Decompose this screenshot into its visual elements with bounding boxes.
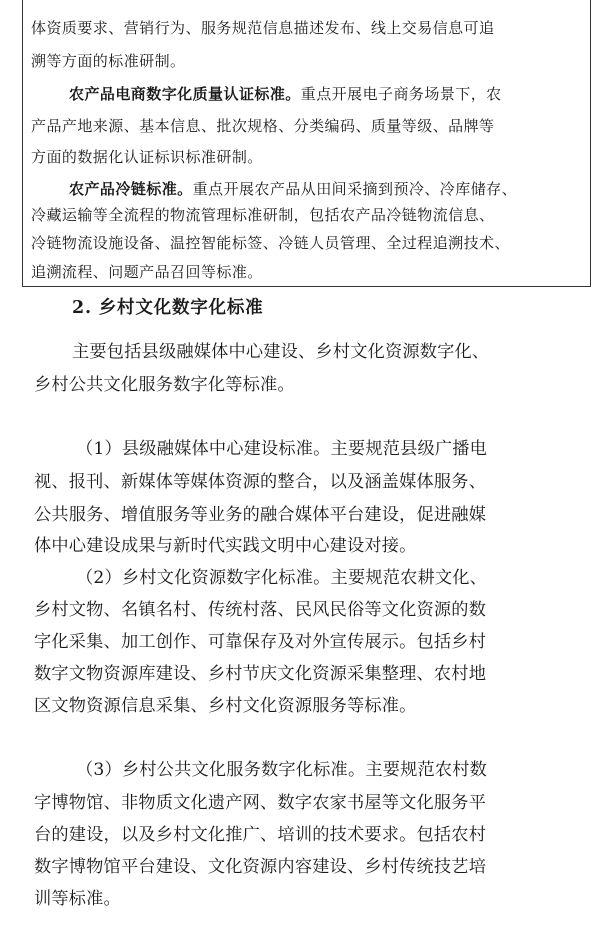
box-text-line: 重点开展农产品从田间采摘到预冷、冷库储存、 xyxy=(192,180,518,198)
box-text-line: 冷藏运输等全流程的物流管理标准研制，包括农产品冷链物流信息、 xyxy=(31,206,495,224)
body-text-line: 字化采集、加工创作、可靠保存及对外宣传展示。包括乡村 xyxy=(34,632,487,652)
body-text-line: （2）乡村文化资源数字化标准。主要规范农耕文化、 xyxy=(76,568,488,588)
body-text-line: 字博物馆、非物质文化遗产网、数字农家书屋等文化服务平 xyxy=(34,793,487,813)
quality-standard-title: 农产品电商数字化质量认证标准。 xyxy=(69,85,301,103)
body-text-line: 体中心建设成果与新时代实践文明中心建设对接。 xyxy=(34,536,417,556)
cold-chain-paragraph xyxy=(69,179,517,199)
body-text-line: 数字文物资源库建设、乡村节庆文化资源采集整理、农村地 xyxy=(34,664,487,684)
box-text-line: 冷链物流设施设备、温控智能标签、冷链人员管理、全过程追溯技术、 xyxy=(31,234,510,252)
body-text-line: 区文物资源信息采集、乡村文化资源服务等标准。 xyxy=(34,696,417,716)
body-text-line: 训等标准。 xyxy=(34,889,121,909)
body-text-line: 主要包括县级融媒体中心建设、乡村文化资源数字化、 xyxy=(72,342,490,362)
quality-standard-paragraph xyxy=(69,84,502,104)
body-text-line: 数字博物馆平台建设、文化资源内容建设、乡村传统技艺培 xyxy=(34,857,487,877)
body-text-line: （1）县级融媒体中心建设标准。主要规范县级广播电 xyxy=(76,439,488,459)
body-text-line: 乡村文物、名镇名村、传统村落、民风民俗等文化资源的数 xyxy=(34,600,487,620)
box-text-line: 溯等方面的标准研制。 xyxy=(31,52,186,70)
box-text-line: 重点开展电子商务场景下，农 xyxy=(300,85,502,103)
cold-chain-title: 农产品冷链标准。 xyxy=(69,180,193,198)
box-text-line: 追溯流程、问题产品召回等标准。 xyxy=(31,263,263,281)
box-text-line: 体资质要求、营销行为、服务规范信息描述发布、线上交易信息可追 xyxy=(31,19,495,37)
body-text-line: 台的建设，以及乡村文化推广、培训的技术要求。包括农村 xyxy=(34,825,487,845)
body-text-line: （3）乡村公共文化服务数字化标准。主要规范农村数 xyxy=(76,760,488,780)
boxed-excerpt xyxy=(22,0,591,287)
body-text-line: 乡村公共文化服务数字化等标准。 xyxy=(34,375,295,395)
box-text-line: 方面的数据化认证标识标准研制。 xyxy=(31,148,263,166)
body-text-line: 视、报刊、新媒体等媒体资源的整合，以及涵盖媒体服务、 xyxy=(34,472,487,492)
box-text-line: 产品产地来源、基本信息、批次规格、分类编码、质量等级、品牌等 xyxy=(31,117,495,135)
section-heading: 2. 乡村文化数字化标准 xyxy=(72,298,264,318)
body-text-line: 公共服务、增值服务等业务的融合媒体平台建设，促进融媒 xyxy=(34,505,487,525)
